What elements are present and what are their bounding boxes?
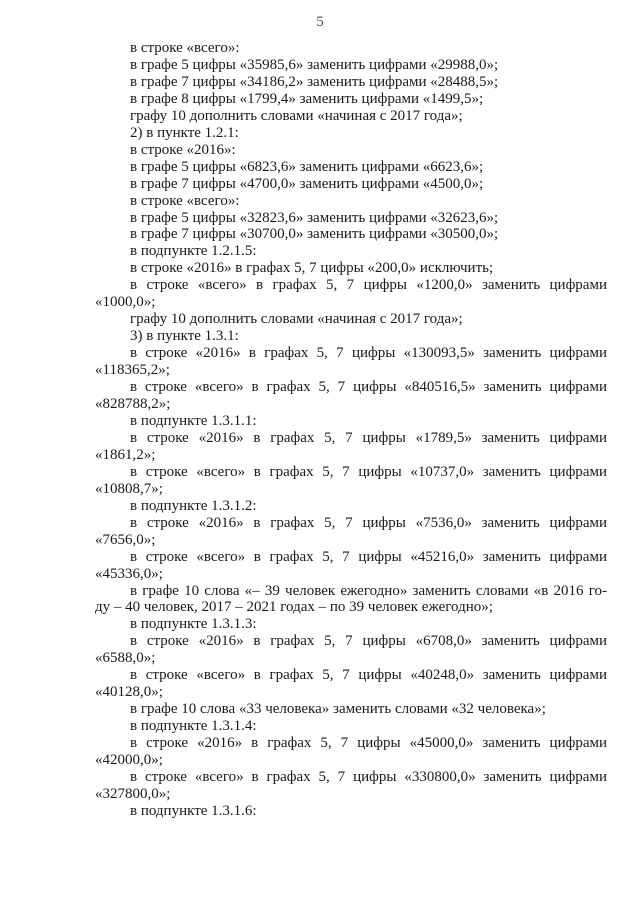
paragraph: в графе 7 цифры «4700,0» заменить цифрами «4500,0»; <box>130 175 484 192</box>
paragraph: в строке «всего» в графах 5, 7 цифры «330800,0» заменить цифрами «327800,0»; <box>95 768 607 802</box>
paragraph: в графе 5 цифры «32823,6» заменить цифрами «32623,6»; <box>130 209 499 226</box>
paragraph: в графе 5 цифры «35985,6» заменить цифрами «29988,0»; <box>130 56 499 73</box>
paragraph: в графе 5 цифры «6823,6» заменить цифрами «6623,6»; <box>130 158 484 175</box>
paragraph: в строке «2016» в графах 5, 7 цифры «7536,0» заменить цифрами «7656,0»; <box>95 514 607 548</box>
paragraph: в графе 7 цифры «30700,0» заменить цифрами «30500,0»; <box>130 226 499 243</box>
paragraph: в строке «2016»: <box>130 141 236 158</box>
paragraph: в строке «2016» в графах 5, 7 цифры «6708,0» заменить цифрами «6588,0»; <box>95 633 607 667</box>
paragraph: в строке «2016» в графах 5, 7 цифры «1789,5» заменить цифрами «1861,2»; <box>95 429 607 463</box>
paragraph: в подпункте 1.3.1.3: <box>130 616 257 633</box>
paragraph: 2) в пункте 1.2.1: <box>130 124 239 141</box>
paragraph: в строке «всего» в графах 5, 7 цифры «1200,0» заменить цифрами «1000,0»; <box>95 277 607 311</box>
paragraph: в подпункте 1.3.1.4: <box>130 718 257 735</box>
paragraph: в графе 10 слова «33 человека» заменить словами «32 человека»; <box>130 701 546 718</box>
paragraph: в строке «всего» в графах 5, 7 цифры «10737,0» заменить цифрами «10808,7»; <box>95 463 607 497</box>
paragraph: в строке «всего» в графах 5, 7 цифры «40248,0» заменить цифрами «40128,0»; <box>95 667 607 701</box>
paragraph: в графе 8 цифры «1799,4» заменить цифрами «1499,5»; <box>130 90 484 107</box>
paragraph: в строке «2016» в графах 5, 7 цифры «200,0» исключить; <box>130 260 494 277</box>
paragraph: в графе 7 цифры «34186,2» заменить цифрами «28488,5»; <box>130 73 499 90</box>
paragraph: в строке «всего»: <box>130 40 240 56</box>
page-number: 5 <box>316 14 324 30</box>
paragraph: в подпункте 1.3.1.6: <box>130 802 257 819</box>
paragraph: в подпункте 1.3.1.1: <box>130 412 257 429</box>
paragraph: в графе 10 слова «– 39 человек ежегодно» заменить словами «в 2016 го- ду – 40 человек, 2017 – 2021 годах – по 39 человек ежегодно»; <box>95 582 607 616</box>
paragraph: в подпункте 1.2.1.5: <box>130 243 257 260</box>
paragraph: 3) в пункте 1.3.1: <box>130 328 239 345</box>
paragraph: в строке «2016» в графах 5, 7 цифры «130093,5» заменить цифрами «118365,2»; <box>95 345 607 379</box>
paragraph: в строке «2016» в графах 5, 7 цифры «45000,0» заменить цифрами «42000,0»; <box>95 735 607 769</box>
paragraph: в строке «всего»: <box>130 192 240 209</box>
paragraph: в подпункте 1.3.1.2: <box>130 497 257 514</box>
paragraph: графу 10 дополнить словами «начиная с 2017 года»; <box>130 107 463 124</box>
paragraph: в строке «всего» в графах 5, 7 цифры «45216,0» заменить цифрами «45336,0»; <box>95 548 607 582</box>
paragraph: в строке «всего» в графах 5, 7 цифры «840516,5» заменить цифрами «828788,2»; <box>95 379 607 413</box>
paragraph: графу 10 дополнить словами «начиная с 2017 года»; <box>130 311 463 328</box>
document-body <box>95 40 607 820</box>
